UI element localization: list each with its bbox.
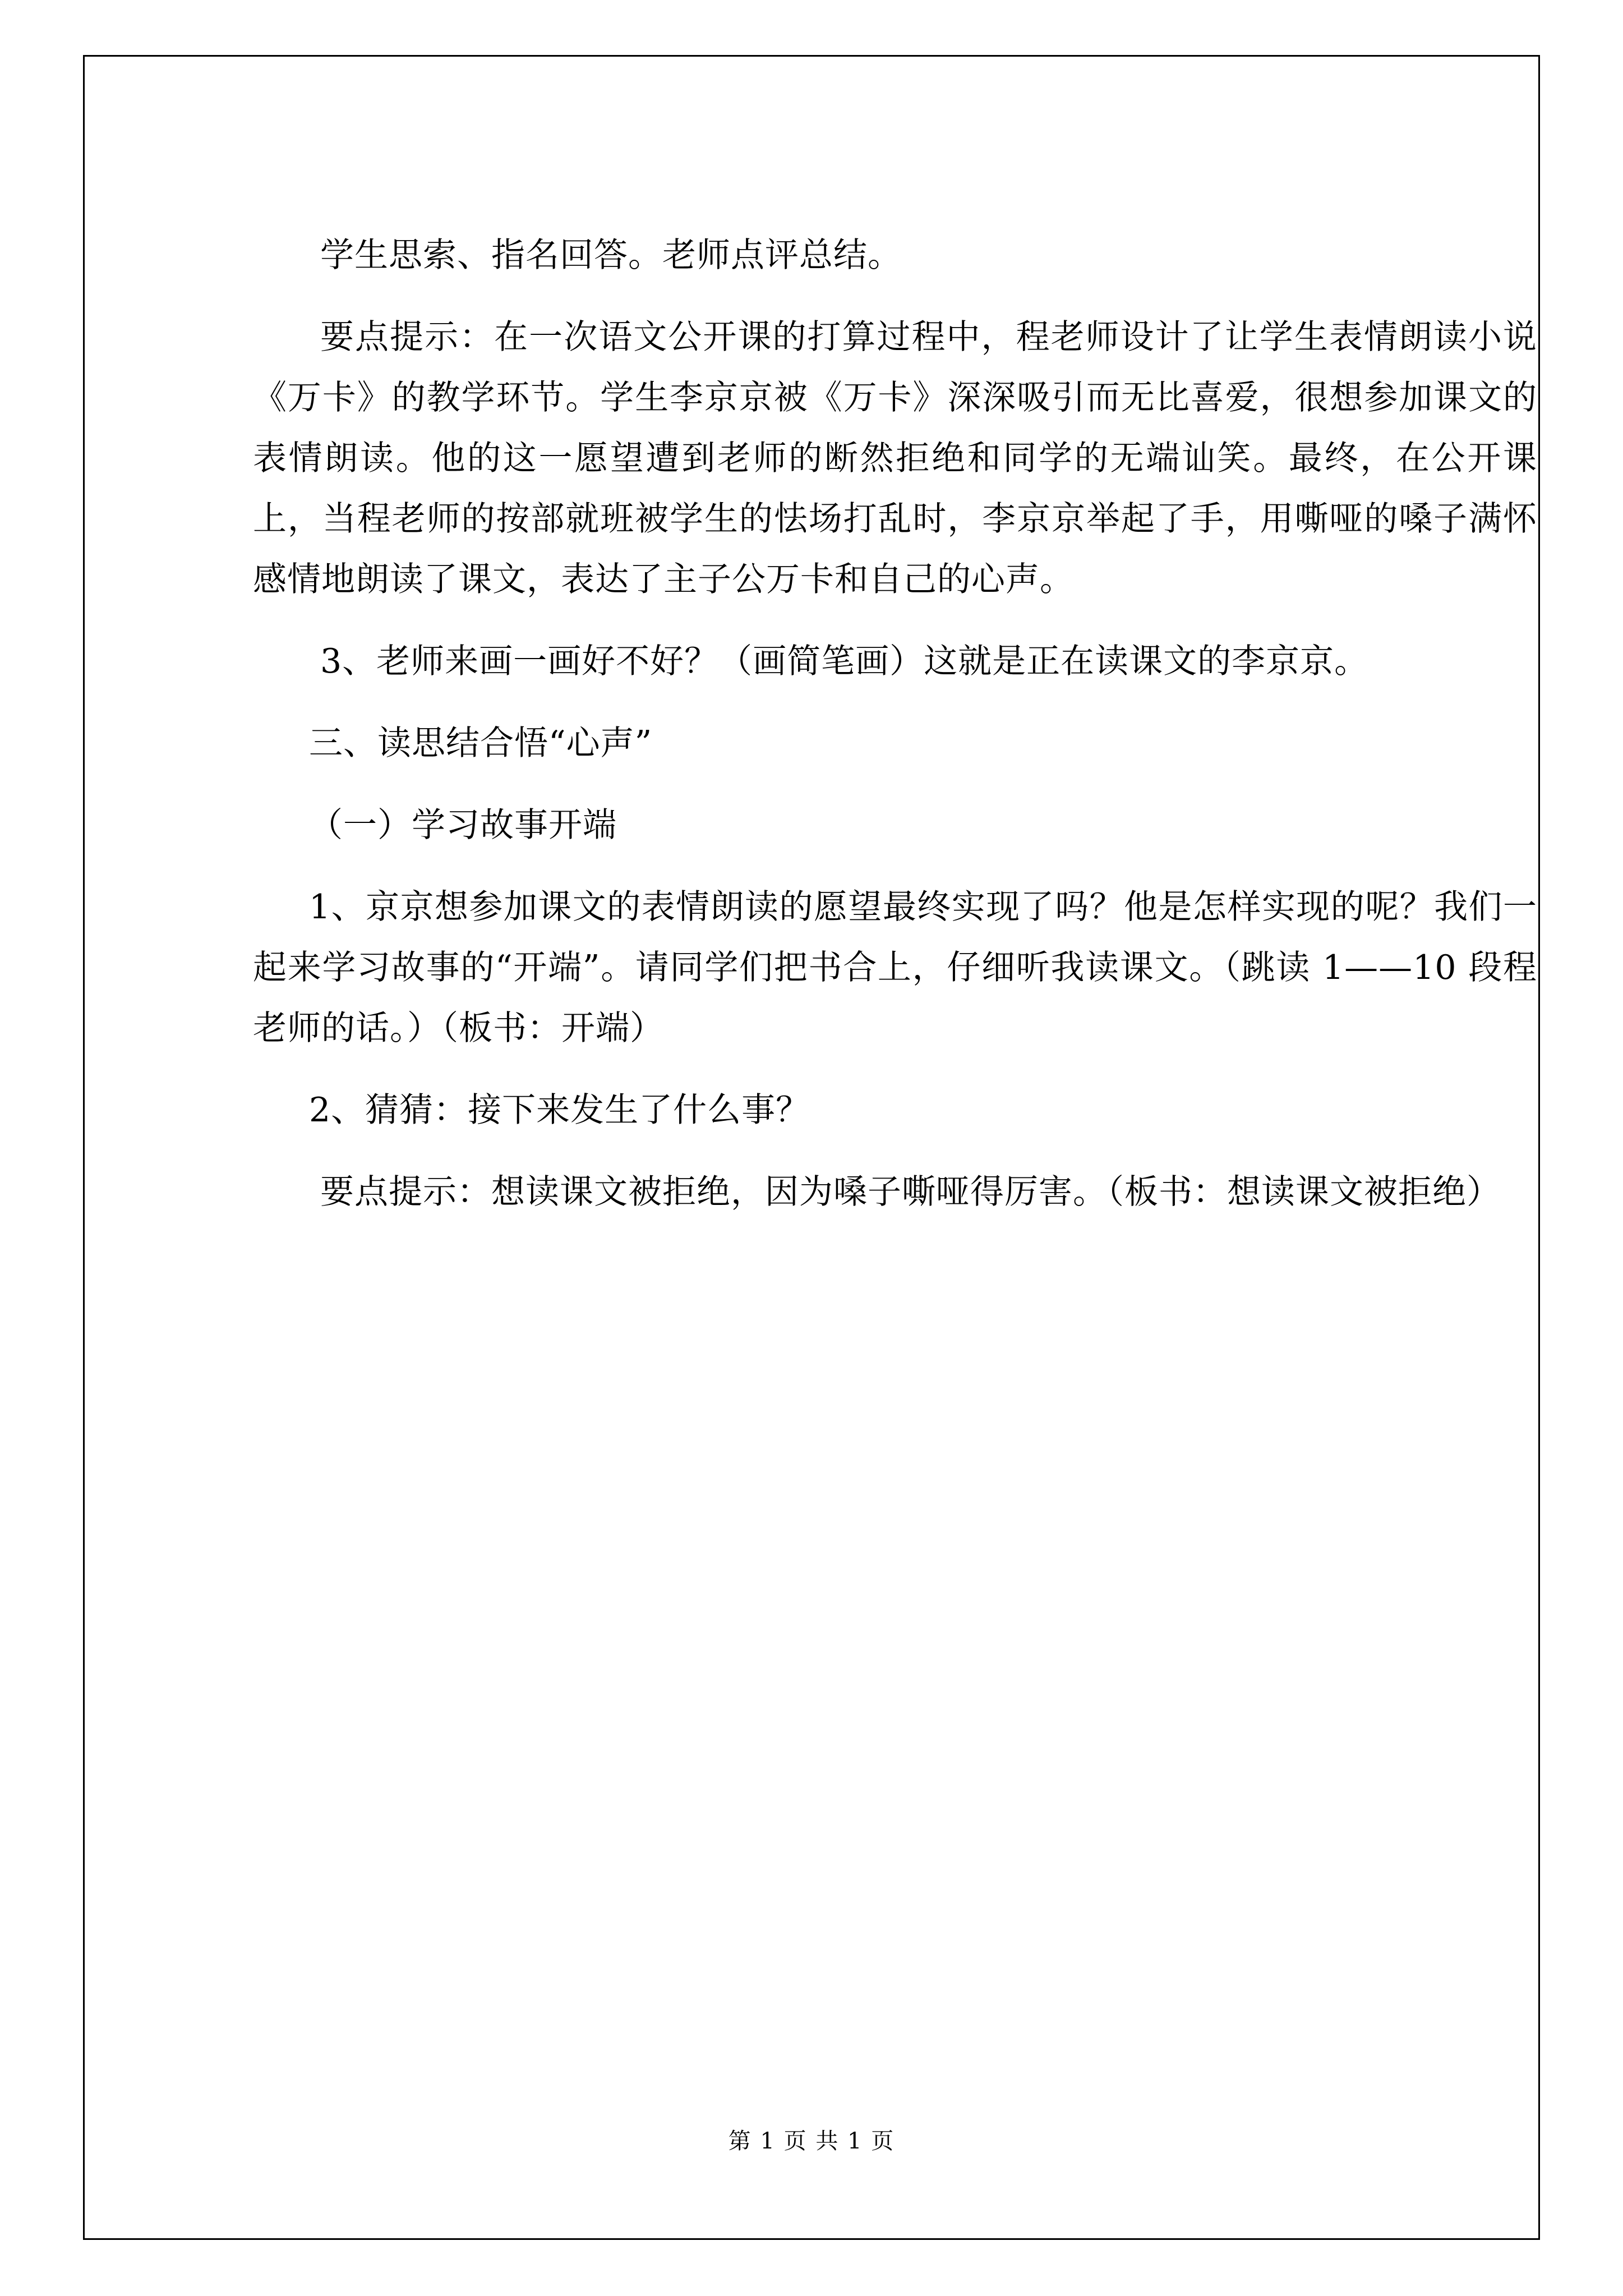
paragraph-4: 1、京京想参加课文的表情朗读的愿望最终实现了吗？他是怎样实现的呢？我们一起来学习故事的“开端”。请同学们把书合上，仔细听我读课文。（跳读 1——10 段程老师的话。）（板书：开端）	[253, 887, 1537, 1048]
page-footer: 第 1 页 共 1 页	[728, 2128, 895, 2154]
section-heading-3: 三、读思结合悟“心声”	[309, 724, 653, 763]
paragraph-2: 要点提示：在一次语文公开课的打算过程中，程老师设计了让学生表情朗读小说《万卡》的教学环节。学生李京京被《万卡》深深吸引而无比喜爱，很想参加课文的表情朗读。他的这一愿望遭到老师的断然拒绝和同学的无端讪笑。最终，在公开课上，当程老师的按部就班被学生的怯场打乱时，李京京举起了手，用嘶哑的嗓子满怀感情地朗读了课文，表达了主子公万卡和自己的心声。	[253, 318, 1537, 599]
paragraph-5: 2、猜猜：接下来发生了什么事？	[309, 1091, 810, 1130]
page-border	[83, 55, 1540, 2240]
paragraph-1: 学生思索、指名回答。老师点评总结。	[320, 236, 902, 275]
subsection-heading-1: （一）学习故事开端	[309, 806, 617, 845]
paragraph-6: 要点提示：想读课文被拒绝，因为嗓子嘶哑得厉害。（板书：想读课文被拒绝）	[320, 1172, 1501, 1212]
document-body	[253, 225, 1537, 1244]
paragraph-3: 3、老师来画一画好不好？（画简笔画）这就是正在读课文的李京京。	[320, 642, 1369, 681]
